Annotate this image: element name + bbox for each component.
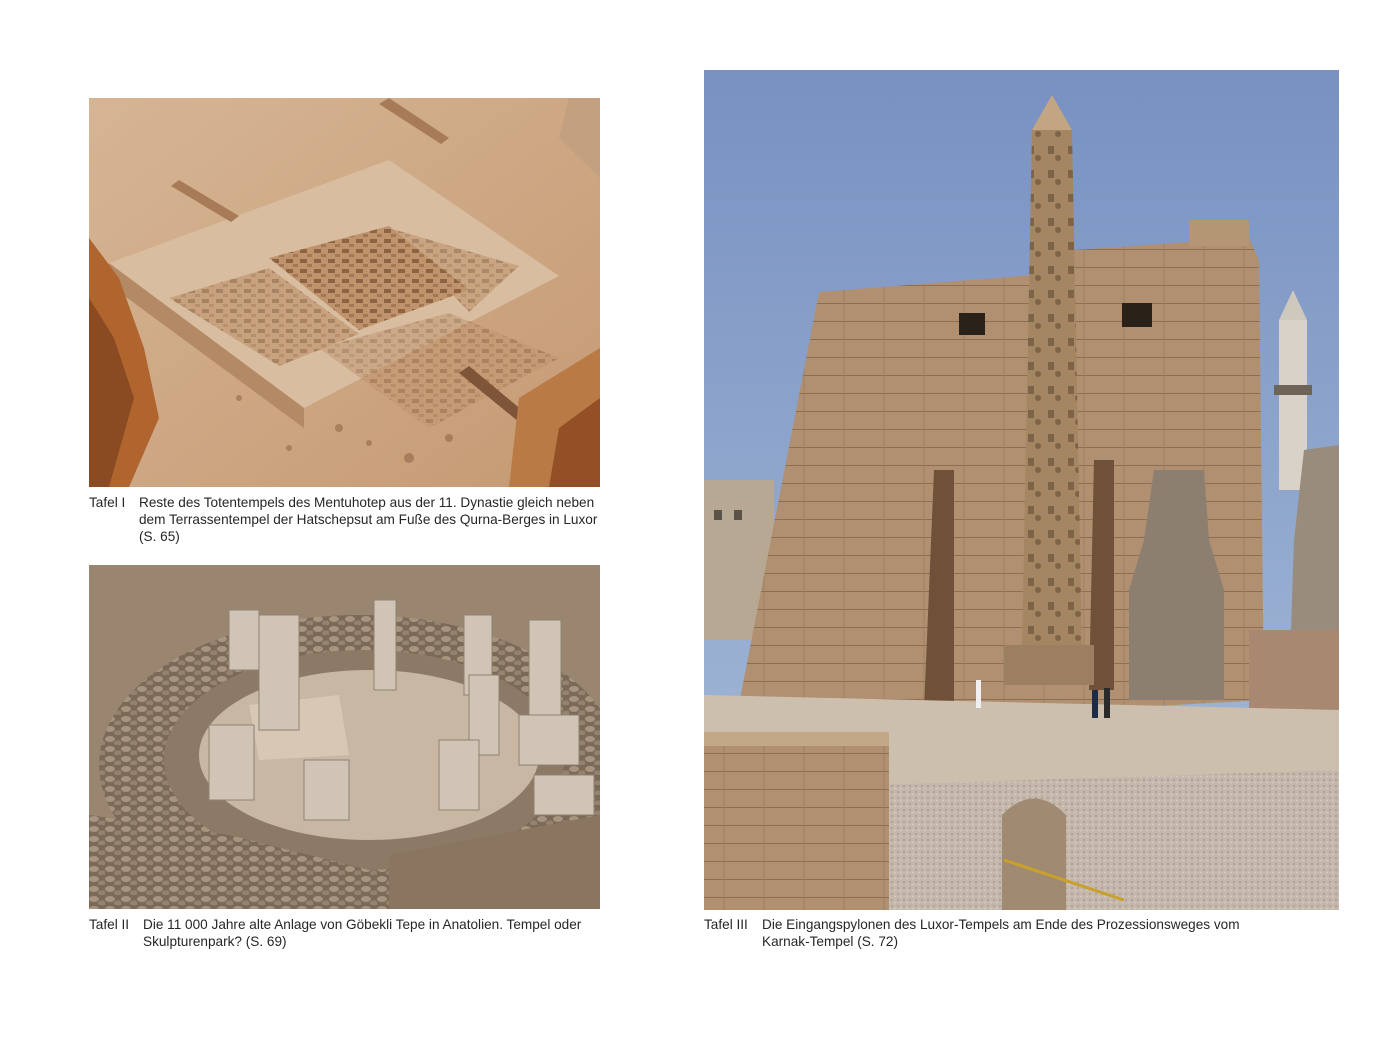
pylon-obelisk-photo xyxy=(704,70,1339,910)
plate-3-caption-text: Die Eingangspylonen des Luxor-Tempels am Ende des Prozessionsweges vom Karnak-Tempel (S. 72) xyxy=(762,917,1240,949)
plate-2-caption-text: Die 11 000 Jahre alte Anlage von Göbekli Tepe in Anatolien. Tempel oder Skulpturenpark? (S. 69) xyxy=(143,917,582,949)
plate-2-caption xyxy=(89,916,605,950)
plate-3-label: Tafel III xyxy=(704,917,748,932)
plate-2-photo xyxy=(89,565,600,909)
plate-1-photo xyxy=(89,98,600,487)
plate-3-caption xyxy=(704,916,1264,950)
plate-2-label: Tafel II xyxy=(89,917,130,932)
aerial-temple-ruins-photo xyxy=(89,98,600,487)
plate-3-photo xyxy=(704,70,1339,910)
plate-1-caption-text: Reste des Totentempels des Mentuhotep aus der 11. Dynastie gleich neben dem Terrassentempel der Hatschepsut am Fuße des Qurna-Berges in Luxor (S. 65) xyxy=(139,495,598,544)
plate-1-caption xyxy=(89,494,605,545)
plate-1-label: Tafel I xyxy=(89,495,126,510)
stone-circle-pillars-photo xyxy=(89,565,600,909)
